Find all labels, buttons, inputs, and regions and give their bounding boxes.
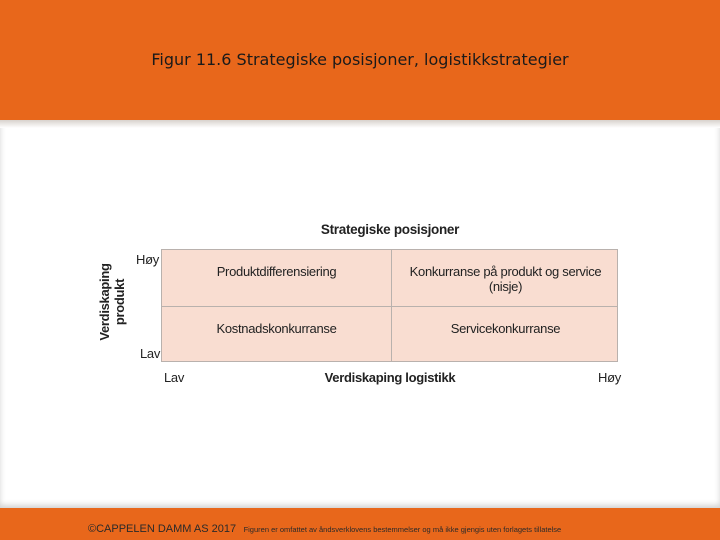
x-axis-title: Verdiskaping logistikk: [324, 370, 456, 385]
y-axis-title-line1: Verdiskaping: [97, 263, 112, 341]
slide-title: Figur 11.6 Strategiske posisjoner, logistikkstrategier: [151, 50, 569, 69]
footer-notice: Figuren er omfattet av åndsverklovens bestemmelser og må ikke gjengis uten forlagets tillatelse: [243, 525, 562, 534]
position-matrix: [161, 249, 618, 362]
y-axis-low-label: Lav: [140, 346, 161, 361]
slide-header: [0, 0, 720, 120]
footer-copyright: ©CAPPELEN DAMM AS 2017: [88, 523, 237, 535]
matrix-horizontal-divider: [162, 306, 617, 307]
cell-product-differentiation: Produktdifferensiering: [216, 264, 337, 279]
y-axis-title-line2: produkt: [112, 278, 127, 326]
cell-top-right-line1: Konkurranse på produkt og service: [409, 264, 602, 279]
y-axis-high-label: Høy: [136, 252, 159, 267]
diagram-title: Strategiske posisjoner: [320, 222, 460, 237]
x-axis-low-label: Lav: [164, 370, 185, 385]
cell-cost-competition: Kostnadskonkurranse: [216, 321, 337, 336]
cell-top-right-line2: (nisje): [488, 279, 523, 294]
cell-product-and-service-competition: [392, 264, 619, 294]
footer-text: [88, 519, 561, 537]
x-axis-high-label: Høy: [598, 370, 621, 385]
cell-service-competition: Servicekonkurranse: [450, 321, 561, 336]
